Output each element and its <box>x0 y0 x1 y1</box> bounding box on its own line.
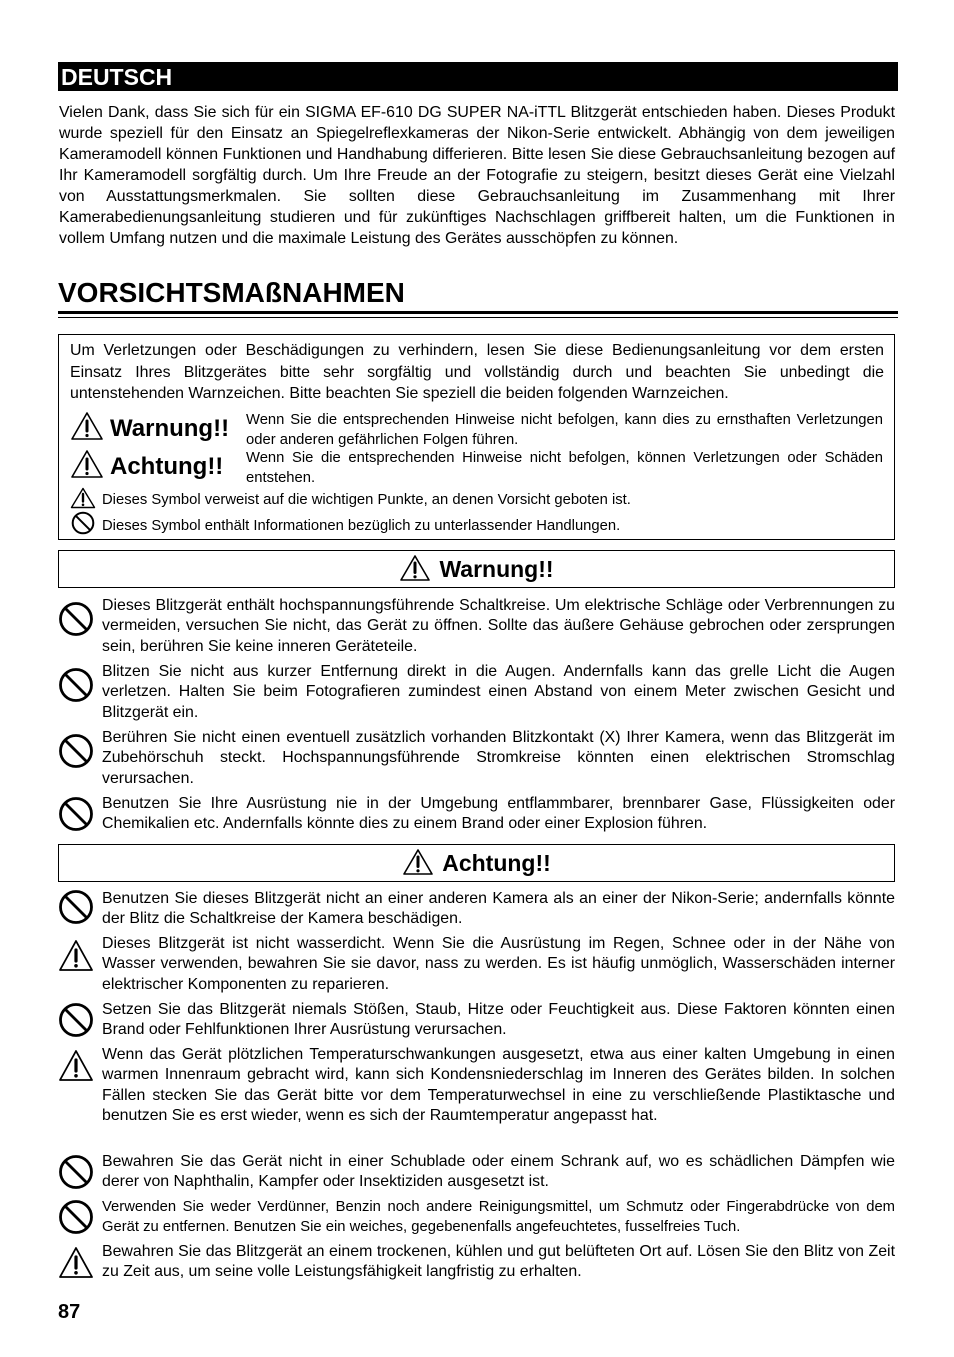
caution-item-text: Bewahren Sie das Gerät nicht in einer Schublade oder einem Schrank auf, wo es schädlichen Dämpfen wie derer von Naphthalin, Kampfer oder Insektiziden ausgesetzt ist. <box>102 1153 895 1191</box>
prohibit-icon <box>58 733 94 769</box>
prohibit-icon <box>58 1154 94 1190</box>
warning-triangle-icon <box>58 939 94 973</box>
warning-triangle-icon <box>70 449 104 479</box>
warning-triangle-icon <box>402 848 434 876</box>
warning-item-text: Blitzen Sie nicht aus kurzer Entfernung direkt in die Augen. Andernfalls kann das grelle Licht die Augen verletzen. Halten Sie beim Fotografieren zumindest einen Abstand von einem Meter zwischen Gesicht und Blitzgerät ein. <box>102 663 895 721</box>
caution-definition-text: Wenn Sie die entsprechenden Hinweise nicht befolgen, können Verletzungen oder Schäden entstehen. <box>246 450 883 486</box>
warning-item-text: Benutzen Sie Ihre Ausrüstung nie in der Umgebung entflammbarer, brennbarer Gase, Flüssigkeiten oder Chemikalien etc. Andernfalls könnte dies zu einem Brand oder einer Explosion führen. <box>102 795 895 833</box>
notice-box <box>58 334 895 540</box>
caution-item-text: Setzen Sie das Blitzgerät niemals Stößen, Staub, Hitze oder Feuchtigkeit aus. Diese Faktoren könnten einen Brand oder Fehlfunktionen Ihrer Ausrüstung verursachen. <box>102 1001 895 1039</box>
page-title: VORSICHTSMAßNAHMEN <box>58 277 405 308</box>
warning-triangle-icon <box>58 1049 94 1083</box>
intro-paragraph: Vielen Dank, dass Sie sich für ein SIGMA EF-610 DG SUPER NA-iTTL Blitzgerät entschieden haben. Dieses Produkt wurde speziell für den Einsatz an Spiegelreflexkameras der Nikon-Serie entwickelt. Abhängig von dem jeweiligen Kameramodell können Funktionen und Handhabung differieren. Bitte lesen Sie diese Gebrauchsanleitung bezogen auf Ihr Kameramodell sorgfältig durch. Um Ihre Freude an der Fotografie zu steigern, besitzt dieses Gerät eine Vielzahl von Ausstattungsmerkmalen. Sie sollten diese Gebrauchsanleitung im Zusammenhang mit Ihrer Kamerabedienungsanleitung studieren und für zukünftiges Nachschlagen griffbereit halten, um die Funktionen in vollem Umfang nutzen und die maximale Leistung des Gerätes ausschöpfen zu können. <box>59 104 895 247</box>
warning-item-text: Berühren Sie nicht einen eventuell zusätzlich vorhanden Blitzkontakt (X) Ihrer Kamera, wenn das Blitzgerät im Zubehörschuh steckt. Hochspannungsführende Stromkreise könnten einen elektrischen Stromschlag verursachen. <box>102 729 895 787</box>
prohibit-icon <box>58 889 94 925</box>
title-rule-thin <box>58 317 898 318</box>
caution-item-text: Bewahren Sie das Blitzgerät an einem trockenen, kühlen und gut belüfteten Ort auf. Lösen Sie den Blitz von Zeit zu Zeit aus, um seine volle Leistungsfähigkeit langfristig zu erhalten. <box>102 1243 895 1281</box>
caution-item-text: Verwenden Sie weder Verdünner, Benzin noch andere Reinigungsmittel, um Schmutz oder Fingerabdrücke von dem Gerät zu entfernen. Benutzen Sie ein weiches, gegebenenfalls angefeuchtetes, fusselfreies Tuch. <box>102 1199 895 1236</box>
caution-definition-label: Achtung!! <box>70 449 223 482</box>
warning-definition-label: Warnung!! <box>70 411 229 444</box>
warning-triangle-icon <box>70 411 104 441</box>
prohibit-icon <box>58 796 94 832</box>
warning-item-text: Dieses Blitzgerät enthält hochspannungsführende Schaltkreise. Um elektrische Schläge oder Verbrennungen zu vermeiden, versuchen Sie nicht, das Gerät zu öffnen. Sollte das äußere Gehäuse gebrochen oder zersprungen sein, berühren Sie keine inneren Geräteteile. <box>102 597 895 655</box>
caution-section-heading: Achtung!! <box>58 844 895 882</box>
language-heading: DEUTSCH <box>61 64 173 90</box>
triangle-symbol-explanation: Dieses Symbol verweist auf die wichtigen Punkte, an denen Vorsicht geboten ist. <box>70 487 631 510</box>
prohibit-icon <box>58 601 94 637</box>
notice-intro: Um Verletzungen oder Beschädigungen zu verhindern, lesen Sie diese Bedienungsanleitung vor dem ersten Einsatz Ihres Blitzgerätes bitte sehr sorgfältig und vollständig durch und beachten Sie unbedingt die untenstehenden Warnzeichen. Bitte beachten Sie speziell die beiden folgenden Warnzeichen. <box>70 342 884 402</box>
page-number: 87 <box>58 1301 81 1323</box>
warning-triangle-icon <box>399 554 431 582</box>
warning-triangle-icon <box>58 1246 94 1280</box>
caution-item-text: Dieses Blitzgerät ist nicht wasserdicht. Wenn Sie die Ausrüstung im Regen, Schnee oder in der Nähe von Wasser verwenden, bewahren Sie sie davor, nass zu werden. Es ist häufig unmöglich, Wasserschäden interner elektrischer Komponenten zu reparieren. <box>102 935 895 993</box>
prohibit-icon <box>58 1199 94 1235</box>
prohibit-icon <box>58 667 94 703</box>
warning-definition-text: Wenn Sie die entsprechenden Hinweise nicht befolgen, kann dies zu ernsthaften Verletzungen oder anderen gefährlichen Folgen führen. <box>246 412 883 448</box>
caution-item-text: Benutzen Sie dieses Blitzgerät nicht an einer anderen Kamera als an einer der Nikon-Serie; andernfalls könnte der Blitz die Schaltkreise der Kamera beschädigen. <box>102 890 895 928</box>
prohibit-icon <box>58 1002 94 1038</box>
warning-triangle-icon <box>70 487 96 509</box>
language-heading-bar <box>58 62 898 91</box>
warning-section-heading: Warnung!! <box>58 550 895 588</box>
prohibit-symbol-explanation: Dieses Symbol enthält Informationen bezüglich zu unterlassender Handlungen. <box>70 511 620 536</box>
title-rule-thick <box>58 311 898 314</box>
caution-item-text: Wenn das Gerät plötzlichen Temperaturschwankungen ausgesetzt, etwa aus einer kalten Umgebung in einen warmen Innenraum gebracht wird, kann sich Kondensniederschlag im Inneren des Gerätes bilden. In solchen Fällen stecken Sie das Gerät bitte vor dem Temperaturwechsel in eine zu verschließende Plastiktasche und benutzen Sie es erst wieder, wenn es sich der Raumtemperatur angepasst hat. <box>102 1046 895 1125</box>
prohibit-icon <box>70 511 96 535</box>
